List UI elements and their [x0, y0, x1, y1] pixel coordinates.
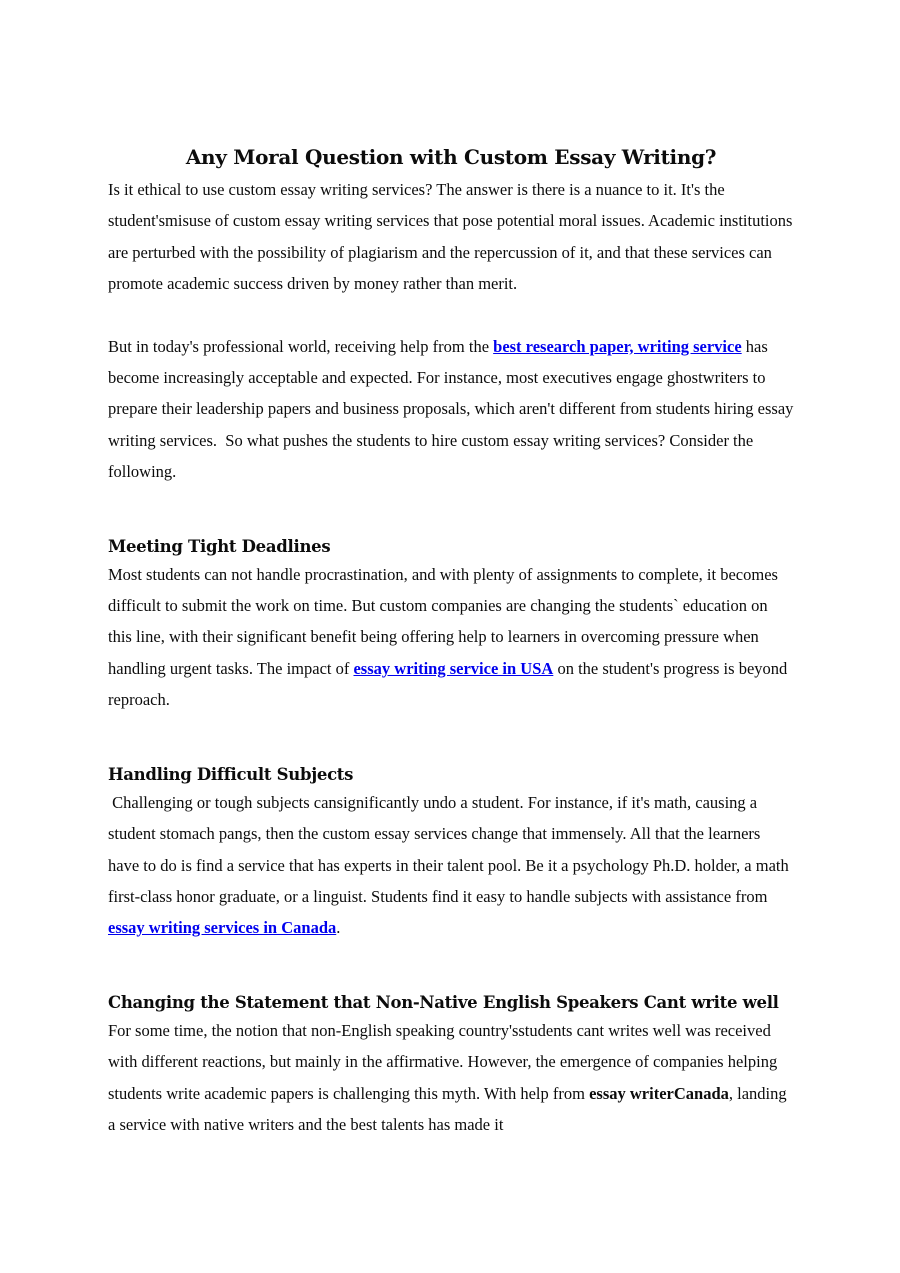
- text-run: on the student's progress is beyond reproach.: [108, 658, 792, 710]
- paragraph-deadlines: [108, 559, 794, 716]
- link-essay-writing-services-in-canada[interactable]: essay writing services in Canada: [108, 918, 337, 938]
- paragraph-subjects: [108, 787, 794, 944]
- section-non-native-speakers: [108, 991, 794, 1141]
- text-run: .: [336, 918, 341, 938]
- paragraph-intro-1: Is it ethical to use custom essay writing services? The answer is there is a nuance to it. It's the student'smisuse of custom essay writing services that pose potential moral issues. Academic institutions are perturbed with the possibility of plagiarism and the repercussion of it, and that these services can promote academic success driven by money rather than merit.: [108, 180, 797, 294]
- section-meeting-tight-deadlines: [108, 535, 794, 716]
- text-run: Most students can not handle procrastination, and with plenty of assignments to complete, it becomes difficult to submit the work on time. But custom companies are changing the students` education on this line, with their significant benefit being offering help to learners in overcoming pressure when handling urgent tasks. The impact of: [108, 564, 783, 678]
- link-best-research-paper-writing-service[interactable]: best research paper, writing service: [493, 336, 742, 356]
- bold-text-essay-writer-canada: essay writerCanada: [589, 1083, 729, 1103]
- text-run: has become increasingly acceptable and expected. For instance, most executives engage ghostwriters to prepare their leadership papers and business proposals, which aren't different from students hiring essay writing services. So what pushes the students to hire custom essay writing services? Consider the following.: [108, 336, 798, 482]
- section-heading-deadlines: Meeting Tight Deadlines: [108, 536, 331, 556]
- section-heading-nonnative: Changing the Statement that Non-Native English Speakers Cant write well: [108, 992, 779, 1012]
- section-handling-difficult-subjects: [108, 763, 794, 944]
- paragraph-nonnative: [108, 1015, 794, 1141]
- paragraph-intro-2: [108, 331, 798, 488]
- text-run: , landing a service with native writers and the best talents has made it: [108, 1083, 791, 1134]
- text-run: Challenging or tough subjects cansignificantly undo a student. For instance, if it's math, causing a student stomach pangs, then the custom essay services change that immensely. All that the learners have to do is find a service that has experts in their talent pool. Be it a psychology Ph.D. holder, a math first-class honor graduate, or a linguist. Students find it easy to handle subjects with assistance from: [108, 792, 793, 906]
- text-run: But in today's professional world, receiving help from the: [108, 336, 494, 356]
- text-run: For some time, the notion that non-English speaking country'sstudents cant writes well was received with different reactions, but mainly in the affirmative. However, the emergence of companies helping students write academic papers is challenging this myth. With help from: [108, 1020, 782, 1103]
- section-heading-subjects: Handling Difficult Subjects: [108, 764, 354, 784]
- link-essay-writing-service-in-usa[interactable]: essay writing service in USA: [353, 658, 554, 678]
- page-title: Any Moral Question with Custom Essay Writing?: [185, 145, 717, 169]
